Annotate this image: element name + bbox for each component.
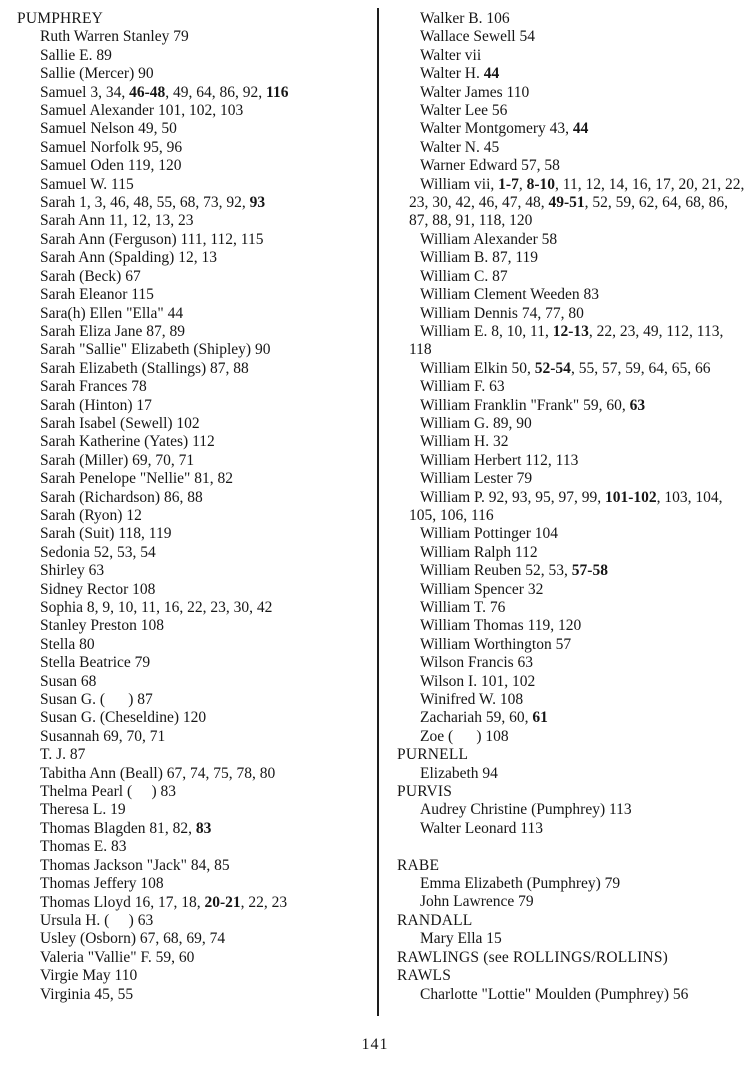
index-entry: Sarah Ann 11, 12, 13, 23 [40,212,194,230]
index-entry: William E. 8, 10, 11, 12-13, 22, 23, 49, 112, 113, 118 [409,322,724,359]
index-entry: William Pottinger 104 [420,525,559,543]
surname-header: PURVIS [397,783,453,801]
index-entry: Usley (Osborn) 67, 68, 69, 74 [40,930,226,948]
index-entry: Thomas Blagden 81, 82, 83 [40,819,212,837]
index-entry: Sarah (Hinton) 17 [40,396,152,414]
index-entry: Winifred W. 108 [420,691,524,709]
index-entry: Walker B. 106 [420,10,510,27]
index-entry: Sara(h) Ellen "Ella" 44 [40,304,184,322]
index-entry: Elizabeth 94 [420,764,498,782]
index-entry: Thomas Lloyd 16, 17, 18, 20-21, 22, 23 [40,893,288,911]
index-entry: Wilson I. 101, 102 [420,672,536,690]
index-entry: Susan G. ( ) 87 [40,691,153,709]
index-entry: Shirley 63 [40,562,105,580]
index-entry: William vii, 1-7, 8-10, 11, 12, 14, 16, 17, 20, 21, 22, 23, 30, 42, 46, 47, 48, 49-51, 52, 59, 62, 64, 68, 86, 87, 88, 91, 118, 120 [409,175,745,230]
index-entry: Sarah 1, 3, 46, 48, 55, 68, 73, 92, 93 [40,194,266,212]
surname-header: PUMPHREY [17,10,104,27]
surname-header: PURNELL [397,746,469,764]
index-entry: Thomas E. 83 [40,838,127,856]
page-number: 141 [361,1036,389,1053]
index-entry: Samuel Nelson 49, 50 [40,120,177,138]
surname-header: RAWLINGS (see ROLLINGS/ROLLINS) [397,948,669,966]
surname-header: RABE [397,856,440,874]
index-entry: William F. 63 [420,378,505,396]
index-entry: Samuel Alexander 101, 102, 103 [40,102,244,120]
index-entry: Valeria "Vallie" F. 59, 60 [40,948,195,966]
index-entry: William Elkin 50, 52-54, 55, 57, 59, 64, 65, 66 [420,359,711,377]
index-entry: Virgie May 110 [40,967,138,985]
index-entry: Sarah (Ryon) 12 [40,506,142,524]
index-entry: Walter N. 45 [420,138,500,156]
index-entry: Thelma Pearl ( ) 83 [40,783,177,801]
index-entry: Virginia 45, 55 [40,985,134,1003]
index-entry: Wilson Francis 63 [420,654,534,672]
index-entry: Thomas Jeffery 108 [40,875,164,893]
index-entry: Sarah Eleanor 115 [40,286,154,304]
index-entry: Samuel Oden 119, 120 [40,157,182,175]
index-entry: William G. 89, 90 [420,414,532,432]
index-entry: Susan 68 [40,672,97,690]
index-entry: Emma Elizabeth (Pumphrey) 79 [420,875,621,893]
index-entry: William Clement Weeden 83 [420,286,600,304]
index-entry: Sarah (Beck) 67 [40,267,141,285]
index-entry: Walter Leonard 113 [420,819,543,837]
index-entry: Sarah Elizabeth (Stallings) 87, 88 [40,359,249,377]
index-entry: Sarah Isabel (Sewell) 102 [40,414,200,432]
index-entry: Susan G. (Cheseldine) 120 [40,709,207,727]
index-entry: Ruth Warren Stanley 79 [40,28,189,46]
index-entry: William H. 32 [420,433,509,451]
index-entry: Sallie E. 89 [40,46,112,64]
index-entry: Stanley Preston 108 [40,617,164,635]
index-entry: Walter James 110 [420,83,530,101]
index-entry: Sallie (Mercer) 90 [40,65,154,83]
index-entry: Stella Beatrice 79 [40,654,151,672]
index-entry: Stella 80 [40,635,95,653]
index-entry: Sarah Ann (Spalding) 12, 13 [40,249,217,267]
index-entry: Zachariah 59, 60, 61 [420,709,548,727]
index-entry: Thomas Jackson "Jack" 84, 85 [40,856,230,874]
index-entry: William Ralph 112 [420,543,538,561]
index-entry: Mary Ella 15 [420,930,502,948]
index-entry: Wallace Sewell 54 [420,28,535,46]
index-entry: John Lawrence 79 [420,893,534,911]
index-entry: Sidney Rector 108 [40,580,156,598]
column-divider [377,8,379,1016]
index-entry: William B. 87, 119 [420,249,539,267]
index-entry: Charlotte "Lottie" Moulden (Pumphrey) 56 [420,985,689,1003]
surname-header: RANDALL [397,911,473,929]
index-entry: Tabitha Ann (Beall) 67, 74, 75, 78, 80 [40,764,276,782]
index-entry: Walter Lee 56 [420,102,508,120]
index-entry: T. J. 87 [40,746,86,764]
surname-header: RAWLS [397,967,452,985]
index-entry: Warner Edward 57, 58 [420,157,560,175]
index-entry: Audrey Christine (Pumphrey) 113 [420,801,632,819]
index-entry: Samuel 3, 34, 46-48, 49, 64, 86, 92, 116 [40,83,289,101]
index-entry: Theresa L. 19 [40,801,126,819]
index-entry: Samuel W. 115 [40,175,134,193]
index-entry: William Reuben 52, 53, 57-58 [420,562,608,580]
index-entry: Sarah Katherine (Yates) 112 [40,433,215,451]
index-entry: Zoe ( ) 108 [420,727,509,745]
index-entry: Sarah Ann (Ferguson) 111, 112, 115 [40,230,264,248]
index-entry: Sedonia 52, 53, 54 [40,543,156,561]
index-entry: Sarah (Miller) 69, 70, 71 [40,451,195,469]
left-column [17,10,371,1004]
index-entry: William Lester 79 [420,470,533,488]
index-entry: Sarah Frances 78 [40,378,147,396]
index-entry: Walter H. 44 [420,65,500,83]
index-entry: William Herbert 112, 113 [420,451,579,469]
index-entry: Samuel Norfolk 95, 96 [40,138,183,156]
index-entry: William Thomas 119, 120 [420,617,582,635]
index-entry: Sophia 8, 9, 10, 11, 16, 22, 23, 30, 42 [40,599,273,616]
index-entry: Sarah Eliza Jane 87, 89 [40,322,186,340]
index-entry: William Alexander 58 [420,230,558,248]
index-entry: Walter Montgomery 43, 44 [420,120,589,138]
index-entry: William T. 76 [420,599,506,616]
index-entry: William Worthington 57 [420,635,572,653]
index-entry: Sarah (Richardson) 86, 88 [40,488,203,506]
index-entry: William Dennis 74, 77, 80 [420,304,584,322]
index-entry: Walter vii [420,46,482,64]
index-entry: Susannah 69, 70, 71 [40,727,166,745]
index-entry: William Spencer 32 [420,580,544,598]
right-column [397,10,745,1004]
section-gap [397,838,745,856]
index-entry: William Franklin "Frank" 59, 60, 63 [420,396,646,414]
index-entry: Sarah "Sallie" Elizabeth (Shipley) 90 [40,341,271,359]
index-entry: William P. 92, 93, 95, 97, 99, 101-102, 103, 104, 105, 106, 116 [409,488,723,524]
index-entry: Sarah (Suit) 118, 119 [40,525,172,543]
index-entry: Sarah Penelope "Nellie" 81, 82 [40,470,234,488]
index-entry: William C. 87 [420,267,508,285]
index-entry: Ursula H. ( ) 63 [40,911,154,929]
